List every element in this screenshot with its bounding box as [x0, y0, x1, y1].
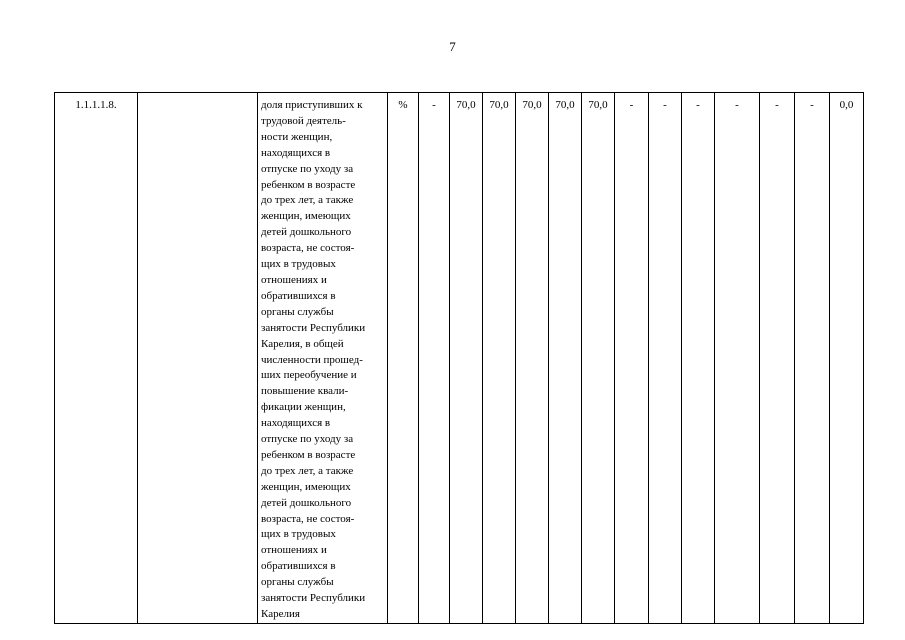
description-line: ребенком в возрасте — [261, 448, 356, 461]
description-line: до трех лет, а также — [261, 464, 354, 477]
value-cell: - — [649, 93, 682, 624]
value-cell: 70,0 — [483, 93, 516, 624]
description-line: фикации женщин, — [261, 401, 346, 414]
description-line: женщин, имеющих — [261, 210, 351, 223]
description-line: детей дошкольного — [261, 226, 352, 239]
description-line: до трех лет, а также — [261, 194, 354, 207]
value-cell: 70,0 — [516, 93, 549, 624]
row-description — [258, 93, 388, 624]
description-line: органы службы — [261, 576, 334, 589]
value-cell: - — [615, 93, 649, 624]
description-line: Карелия — [261, 608, 300, 620]
description-line: численности прошед- — [261, 353, 363, 366]
description-line: ших переобучение и — [261, 369, 357, 382]
value-cell: - — [715, 93, 760, 624]
value-cell: 70,0 — [582, 93, 615, 624]
description-line: отпуске по уходу за — [261, 162, 354, 175]
description-line: возраста, не состоя- — [261, 242, 355, 255]
description-line: трудовой деятель- — [261, 114, 346, 127]
description-line: обратившихся в — [261, 289, 336, 302]
row-unit: % — [388, 93, 419, 624]
page-number: 7 — [449, 39, 456, 54]
table-row — [55, 93, 905, 624]
description-line: щих в трудовых — [261, 528, 336, 541]
description-line: отпуске по уходу за — [261, 433, 354, 446]
indicator-table — [54, 92, 905, 624]
value-cell: 70,0 — [549, 93, 582, 624]
description-line: возраста, не состоя- — [261, 512, 355, 525]
description-line: ребенком в возрасте — [261, 178, 356, 191]
value-cell: - — [760, 93, 795, 624]
description-line: доля приступивших к — [261, 99, 363, 111]
value-cell: 70,0 — [450, 93, 483, 624]
description-line: женщин, имеющих — [261, 480, 351, 493]
description-line: отношениях и — [261, 544, 327, 557]
row-last-value: 0,0 — [830, 93, 864, 624]
description-line: Карелия, в общей — [261, 337, 344, 350]
description-line: повышение квали- — [261, 385, 349, 398]
row-code: 1.1.1.1.8. — [55, 93, 138, 624]
description-line: находящихся в — [261, 417, 331, 430]
row-name — [138, 93, 258, 624]
value-cell: - — [419, 93, 450, 624]
description-line: ности женщин, — [261, 130, 333, 143]
description-line: детей дошкольного — [261, 496, 352, 509]
value-cell: - — [682, 93, 715, 624]
description-line: органы службы — [261, 305, 334, 318]
description-line: занятости Республики — [261, 321, 366, 334]
description-line: обратившихся в — [261, 560, 336, 573]
description-line: отношениях и — [261, 273, 327, 286]
value-cell: - — [795, 93, 830, 624]
description-line: занятости Республики — [261, 592, 366, 605]
description-line: находящихся в — [261, 146, 331, 159]
description-line: щих в трудовых — [261, 258, 336, 271]
